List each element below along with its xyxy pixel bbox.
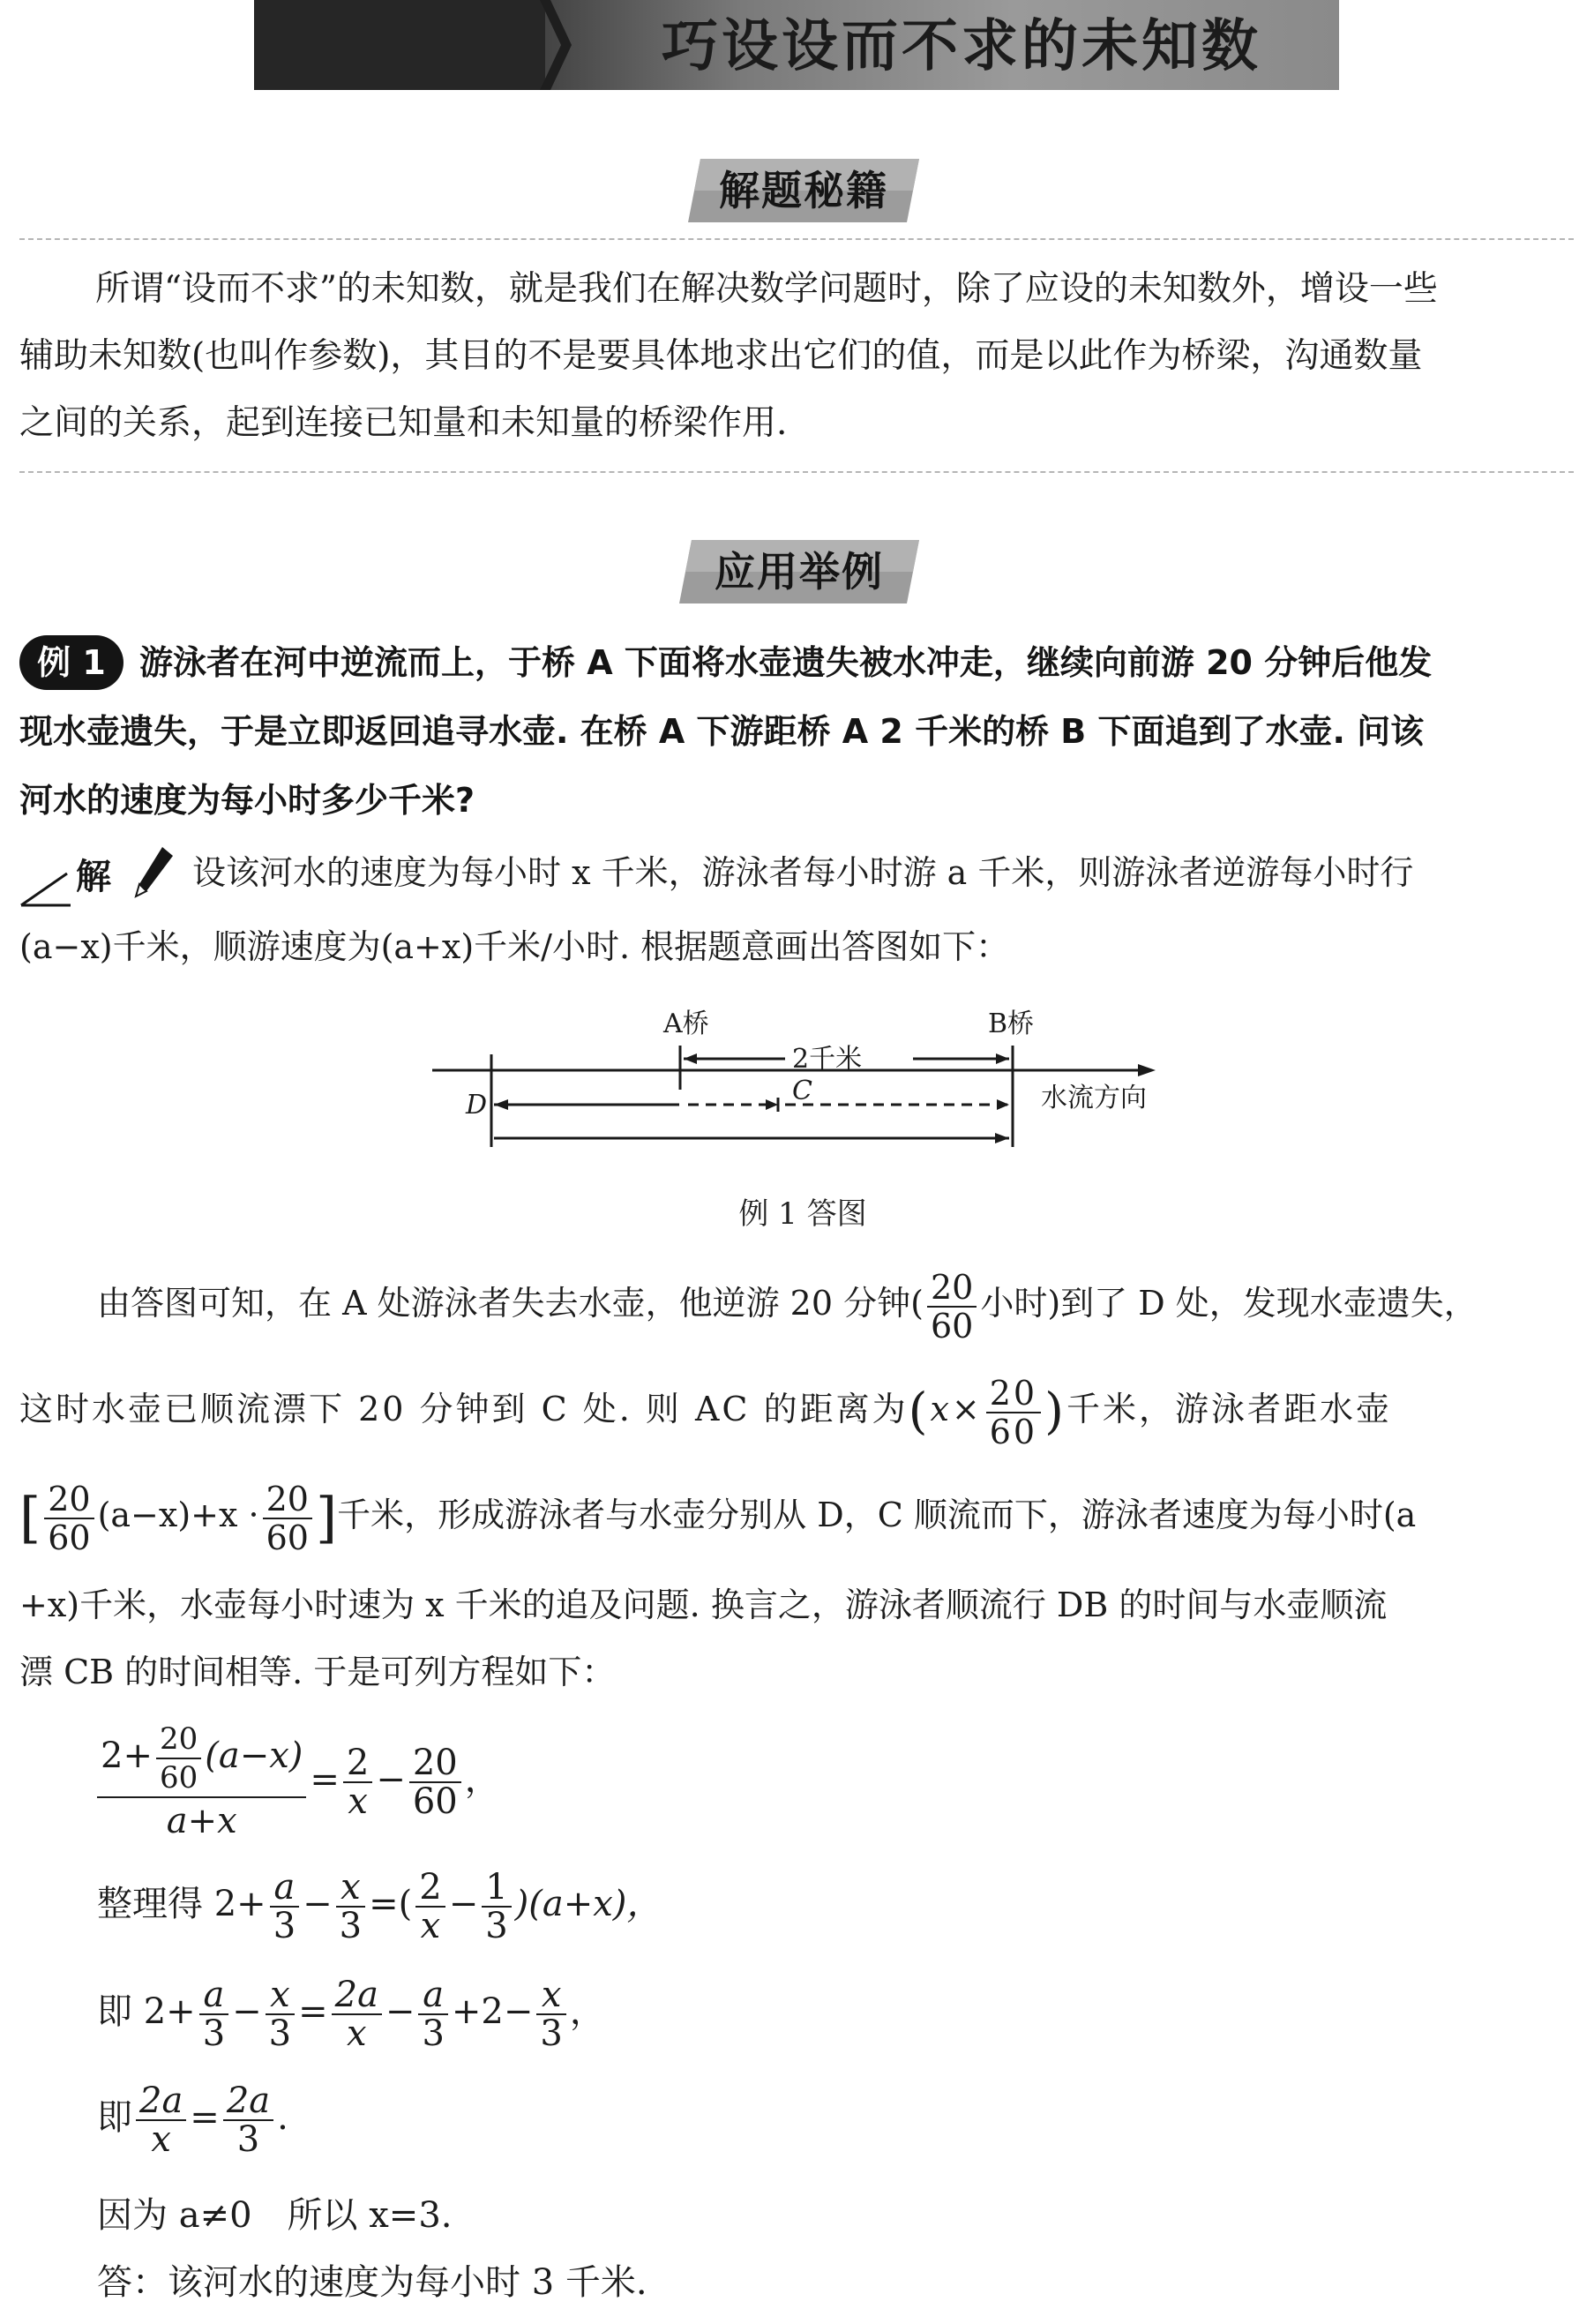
paragraph-line: 辅助未知数(也叫作参数)，其目的不是要具体地求出它们的值，而是以此作为桥梁，沟通数量 [19,336,1423,376]
fraction: $\frac{2}{x}$ [343,1744,372,1820]
paragraph-line: 所谓“设而不求”的未知数，就是我们在解决数学问题时，除了应设的未知数外，增设一些 [95,269,1438,309]
fraction: $\frac{20}{60}$ [986,1375,1041,1451]
fraction: $\frac{20}{60}$ [927,1269,977,1345]
bridge-a-label: A桥 [663,1008,709,1039]
equation-1: 2+ $\frac{20}{60}$ (a−x) a+x = $\frac{2}{x}$ − $\frac{20}{60}$ ， [97,1721,500,1844]
example-line: 河水的速度为每小时多少千米? [19,781,475,820]
section-badge-tips [688,159,919,222]
answer-diagram [423,1006,1182,1165]
solution-corner-icon [19,847,72,909]
page-title: 巧设设而不求的未知数 [662,13,1261,79]
title-banner-dark-block [254,0,545,90]
fraction: $\frac{x}{3}$ [266,1976,295,2052]
example-line: 现水壶遗失，于是立即返回追寻水壶. 在桥 A 下游距桥 A 2 千米的桥 B 下面追到了水壶. 问该 [19,712,1425,751]
divider-top [19,238,1574,240]
fraction: $\frac{2}{x}$ [415,1869,445,1945]
fraction: $\frac{a}{3}$ [199,1976,228,2052]
section-badge-label: 解题秘籍 [719,167,888,214]
equation-4: 即 $\frac{2a}{x}$ = $\frac{2a}{3}$ . [97,2080,288,2160]
tips-paragraph [19,256,1574,457]
analysis-line-3: [ $\frac{20}{60}$ (a−x)+x · $\frac{20}{60}$ ]千米，形成游泳者与水壶分别从 D，C 顺流而下，游泳者速度为每小时(a [19,1479,1417,1557]
bridge-b-label: B桥 [988,1008,1035,1039]
distance-label: 2千米 [792,1044,863,1075]
analysis-line-4: +x)千米，水壶每小时速为 x 千米的追及问题. 换言之，游泳者顺流行 DB 的时间与水壶顺流 [19,1586,1388,1624]
flow-direction-label: 水流方向 [1041,1083,1147,1113]
solution-label: 解 [76,857,111,897]
flow-arrow-head [1138,1064,1156,1076]
divider-bottom [19,471,1574,473]
fraction: $\frac{2a}{x}$ [332,1976,382,2052]
answer-line: 答：该河水的速度为每小时 3 千米. [97,2262,647,2303]
fraction: $\frac{x}{3}$ [336,1869,365,1945]
fraction: $\frac{a}{3}$ [270,1869,299,1945]
paragraph-line: 之间的关系，起到连接已知量和未知量的桥梁作用. [19,403,788,443]
fraction: 2+ $\frac{20}{60}$ (a−x) a+x [97,1721,306,1844]
equation-3: 即 2+ $\frac{a}{3}$ − $\frac{x}{3}$ = $\frac{2a}{x}$ − $\frac{a}{3}$ +2− $\frac{x}{3}$ ， [97,1975,605,2054]
pencil-icon [132,845,176,898]
fraction: $\frac{20}{60}$ [409,1744,461,1820]
section-badge-label: 应用举例 [715,548,884,596]
fraction: $\frac{x}{3}$ [536,1976,565,2052]
point-d-label: D [466,1090,488,1121]
analysis-line-1: 由答图可知，在 A 处游泳者失去水壶，他逆游 20 分钟( $\frac{20}{60}$ 小时)到了 D 处，发现水壶遗失， [97,1267,1478,1346]
solution-line: 设该河水的速度为每小时 x 千米，游泳者每小时游 a 千米，则游泳者逆游每小时行 [192,853,1414,892]
fraction: $\frac{2a}{x}$ [136,2082,186,2158]
fraction: $\frac{20}{60}$ [44,1481,94,1556]
example-line: 游泳者在河中逆流而上，于桥 A 下面将水壶遗失被水冲走，继续向前游 20 分钟后他发 [139,643,1433,682]
diagram-caption: 例 1 答图 [738,1196,867,1232]
fraction: $\frac{2a}{3}$ [223,2082,273,2158]
fraction: $\frac{1}{3}$ [482,1869,511,1945]
fraction: $\frac{a}{3}$ [418,1976,447,2052]
equation-2: 整理得 2+ $\frac{a}{3}$ − $\frac{x}{3}$ =( $\frac{2}{x}$ − $\frac{1}{3}$ )(a+x)， [97,1867,662,1946]
solution-line: (a−x)千米，顺游速度为(a+x)千米/小时. 根据题意画出答图如下： [19,927,1010,966]
fraction: $\frac{20}{60}$ [263,1481,312,1556]
analysis-line-5: 漂 CB 的时间相等. 于是可列方程如下： [19,1653,616,1691]
analysis-line-2: 这时水壶已顺流漂下 20 分钟到 C 处. 则 AC 的距离为(x× $\frac{20}{60}$ )千米，游泳者距水壶 [19,1373,1392,1451]
chevron-icon [540,0,572,90]
because-line: 因为 a≠0 所以 x=3. [97,2195,453,2236]
section-badge-examples [679,540,919,603]
example-badge: 例 1 [19,635,123,690]
point-c-label: C [792,1076,812,1106]
